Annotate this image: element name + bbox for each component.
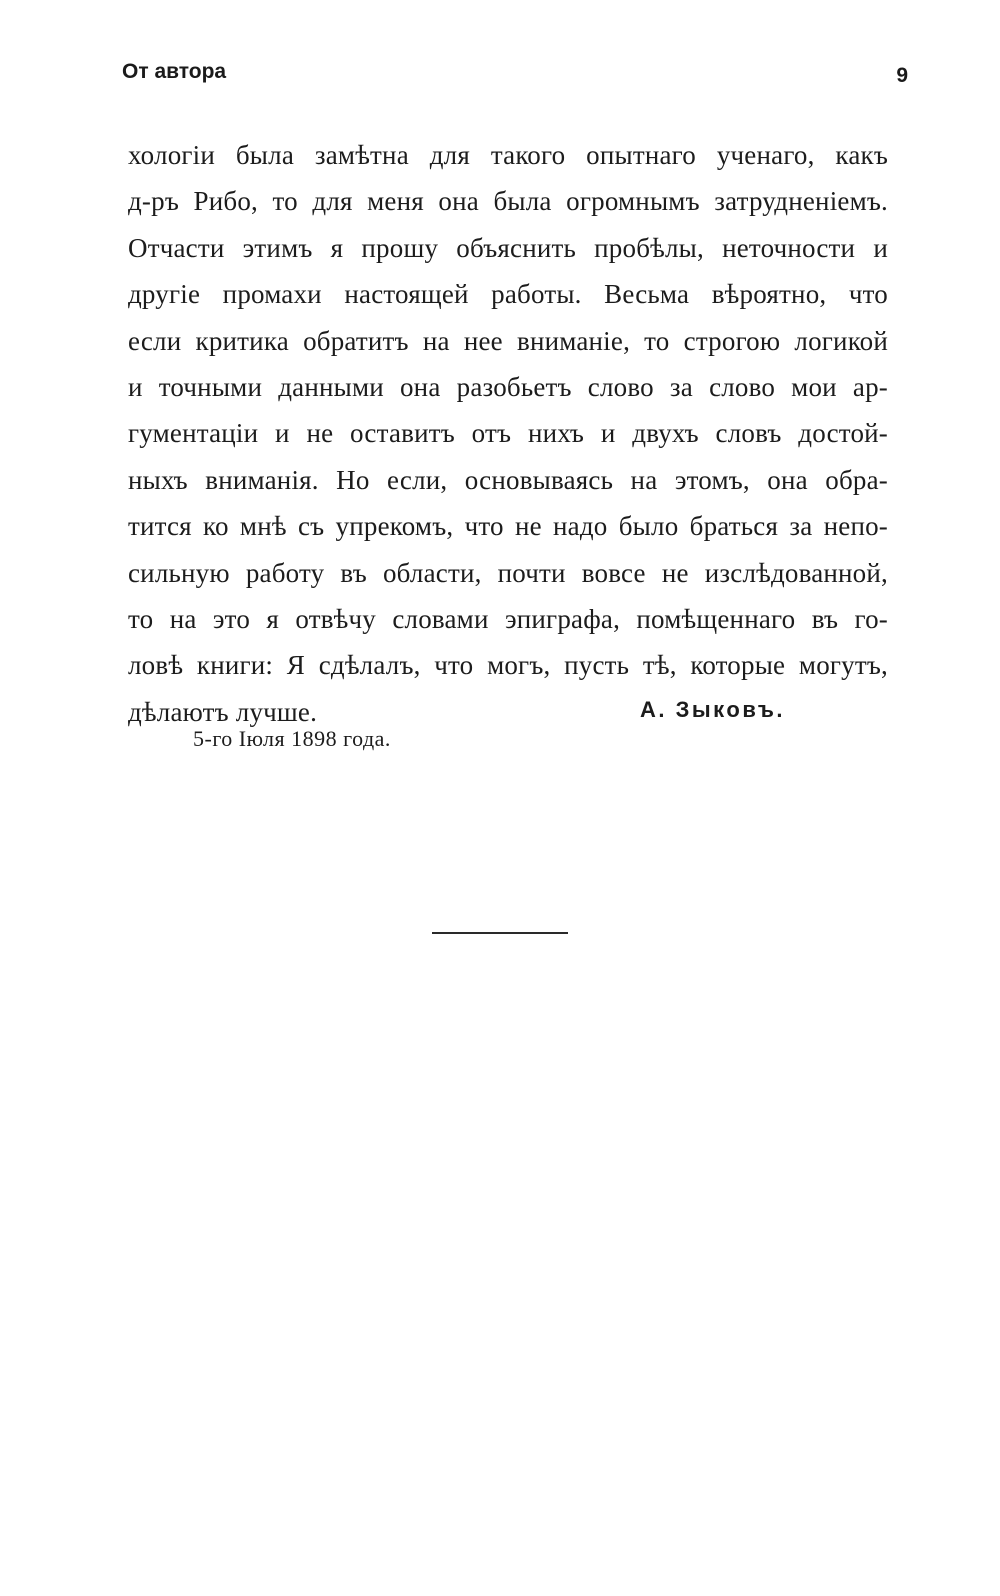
body-text	[128, 132, 888, 735]
text-line: Отчасти этимъ я прошу объяснить пробѣлы, неточности и	[128, 232, 888, 263]
text-line: тится ко мнѣ съ упрекомъ, что не надо было браться за непо-	[128, 511, 888, 542]
author-signature: А. Зыковъ.	[640, 697, 785, 722]
text-line: ныхъ вниманія. Но если, основываясь на этомъ, она обра-	[128, 464, 888, 495]
text-line: ловѣ книги: Я сдѣлалъ, что могъ, пусть тѣ, которые могутъ,	[128, 650, 888, 681]
text-line-last: дѣлаютъ лучше.	[128, 696, 318, 727]
text-line: если критика обратитъ на нее вниманіе, то строгою логикой	[128, 325, 888, 356]
text-line: и точными данными она разобьетъ слово за слово мои ар-	[128, 371, 888, 402]
text-line: гументаціи и не оставитъ отъ нихъ и двухъ словъ достой-	[128, 418, 888, 449]
text-line: хологіи была замѣтна для такого опытнаго ученаго, какъ	[128, 140, 888, 170]
text-line: то на это я отвѣчу словами эпиграфа, помѣщеннаго въ го-	[128, 603, 888, 634]
text-line: другіе промахи настоящей работы. Весьма вѣроятно, что	[128, 279, 888, 310]
page-number: 9	[896, 64, 908, 87]
text-line: д-ръ Рибо, то для меня она была огромнымъ затрудненіемъ.	[128, 186, 888, 217]
dateline: 5-го Іюля 1898 года.	[193, 726, 391, 751]
running-head-title: От автора	[122, 60, 227, 83]
end-rule-divider	[432, 932, 568, 934]
text-line: сильную работу въ области, почти вовсе не изслѣдованной,	[128, 557, 888, 588]
